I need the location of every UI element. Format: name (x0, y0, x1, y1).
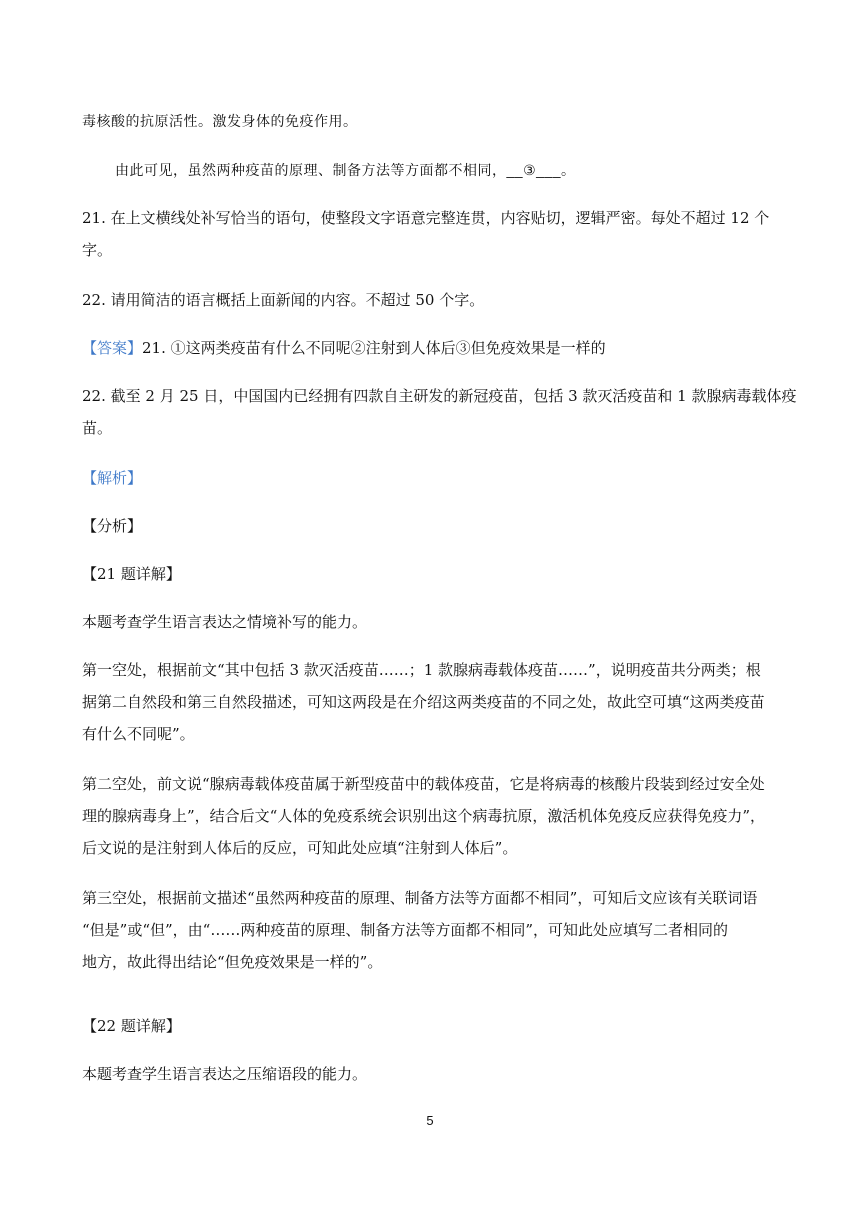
passage-conclusion (115, 160, 575, 181)
analysis-tag: 【解析】 (82, 469, 143, 487)
para-3-line1: 第三空处，根据前文描述“虽然两种疫苗的原理、制备方法等方面都不相同”，可知后文应该有关联词语 (82, 889, 758, 907)
answer-21 (82, 338, 606, 358)
answer-22-line1: 22. 截至 2 月 25 日，中国国内已经拥有四款自主研发的新冠疫苗，包括 3 款灭活疫苗和 1 款腺病毒载体疫 (82, 387, 797, 405)
para-1-line3: 有什么不同呢”。 (82, 725, 195, 743)
para-2-line2: 理的腺病毒身上”，结合后文“人体的免疫系统会识别出这个病毒抗原，激活机体免疫反应获得免疫力”， (82, 807, 766, 825)
para-3-line2: “但是”或“但”，由“……两种疫苗的原理、制备方法等方面都不相同”，可知此处应填写二者相同的 (82, 921, 729, 939)
question-21-line2: 字。 (82, 241, 113, 259)
conclusion-prefix: 由此可见，虽然两种疫苗的原理、制备方法等方面都不相同， (115, 163, 507, 179)
passage-line-top: 毒核酸的抗原活性。激发身体的免疫作用。 (82, 114, 358, 130)
conclusion-suffix: 。 (560, 163, 576, 179)
heading-22: 【22 题详解】 (82, 1017, 181, 1035)
answer-21-text: 21. ①这两类疫苗有什么不同呢②注射到人体后③但免疫效果是一样的 (142, 339, 606, 357)
heading-21: 【21 题详解】 (82, 565, 181, 583)
question-22: 22. 请用简洁的语言概括上面新闻的内容。不超过 50 个字。 (82, 291, 485, 309)
para-2-line1: 第二空处，前文说“腺病毒载体疫苗属于新型疫苗中的载体疫苗，它是将病毒的核酸片段装到经过安全处 (82, 775, 765, 793)
para-1-line1: 第一空处，根据前文“其中包括 3 款灭活疫苗……；1 款腺病毒载体疫苗……”，说明疫苗共分两类；根 (82, 661, 761, 679)
page-number: 5 (426, 1113, 434, 1128)
para-22-intro: 本题考查学生语言表达之压缩语段的能力。 (82, 1065, 368, 1083)
para-2-line3: 后文说的是注射到人体后的反应，可知此处应填“注射到人体后”。 (82, 839, 518, 857)
para-3-line3: 地方，故此得出结论“但免疫效果是一样的”。 (82, 953, 383, 971)
para-1-line2: 据第二自然段和第三自然段描述，可知这两段是在介绍这两类疫苗的不同之处，故此空可填“这两类疫苗 (82, 693, 765, 711)
question-21-line1: 21. 在上文横线处补写恰当的语句，使整段文字语意完整连贯，内容贴切，逻辑严密。每处不超过 12 个 (82, 209, 770, 227)
answer-22-line2: 苗。 (82, 419, 113, 437)
para-21-intro: 本题考查学生语言表达之情境补写的能力。 (82, 613, 368, 631)
analysis-fenxi: 【分析】 (82, 517, 143, 535)
blank-3: __③___ (506, 162, 561, 178)
answer-tag: 【答案】 (82, 339, 143, 357)
